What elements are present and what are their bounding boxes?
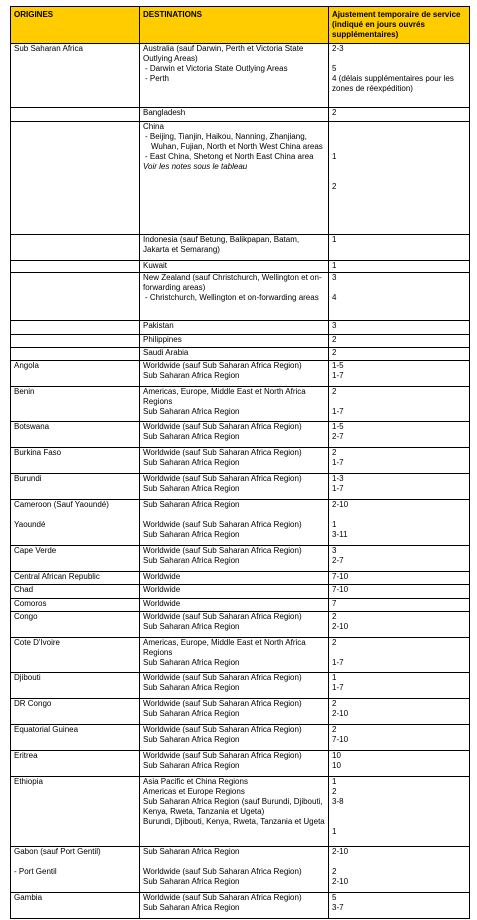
- table-row: [11, 361, 470, 387]
- header-origin: ORIGINES: [11, 7, 140, 44]
- table-row: [11, 321, 470, 335]
- days-line: 2-10: [332, 877, 349, 886]
- origin-line: [14, 235, 136, 245]
- adjustment-cell: [329, 777, 470, 847]
- origin-line: Djibouti: [14, 673, 41, 682]
- dest-line: Saudi Arabia: [143, 348, 189, 357]
- dest-line: Sub Saharan Africa Region: [143, 556, 240, 565]
- destination-cell: [140, 673, 329, 699]
- days-line: 7-10: [332, 572, 349, 581]
- origin-cell: [11, 612, 140, 638]
- origin-line: [14, 335, 136, 345]
- dest-line: Worldwide (sauf Sub Saharan Africa Region): [143, 520, 302, 529]
- days-line: 2: [332, 335, 337, 344]
- table-row: [11, 847, 470, 893]
- dest-line: Worldwide (sauf Sub Saharan Africa Region): [143, 474, 302, 483]
- dest-line: Sub Saharan Africa Region: [143, 530, 240, 539]
- origin-line: Yaoundé: [14, 520, 46, 529]
- origin-cell: [11, 500, 140, 546]
- dest-line: - East China, Shetong et North East China area: [145, 152, 314, 161]
- dest-line: Sub Saharan Africa Region: [143, 407, 240, 416]
- dest-line: Worldwide (sauf Sub Saharan Africa Region): [143, 867, 302, 876]
- days-line: 3-11: [332, 530, 348, 539]
- days-line: 2: [332, 448, 337, 457]
- origin-line: Botswana: [14, 422, 50, 431]
- days-line: 3: [332, 273, 337, 282]
- origin-cell: [11, 599, 140, 612]
- days-line: 2: [332, 725, 337, 734]
- dest-line: New Zealand (sauf Christchurch, Wellington et on-forwarding areas): [143, 273, 322, 292]
- adjustment-cell: [329, 348, 470, 361]
- days-line: 1-7: [332, 458, 344, 467]
- origin-cell: [11, 422, 140, 448]
- origin-cell: [11, 638, 140, 673]
- origin-cell: [11, 751, 140, 777]
- adjustment-cell: [329, 108, 470, 122]
- days-line: 4 (délais supplémentaires pour les zones de réexpédition): [332, 74, 454, 93]
- adjustment-cell: [329, 751, 470, 777]
- dest-line: Sub Saharan Africa Region: [143, 735, 240, 744]
- destination-cell: [140, 500, 329, 546]
- dest-line: - Perth: [145, 74, 170, 83]
- table-row: [11, 235, 470, 261]
- table-row: [11, 261, 470, 273]
- destination-cell: [140, 585, 329, 599]
- days-line: 7-10: [332, 735, 349, 744]
- rates-table-wrapper: [10, 6, 469, 919]
- table-row: [11, 585, 470, 599]
- days-line: [332, 397, 466, 407]
- adjustment-cell: [329, 893, 470, 919]
- adjustment-cell: [329, 235, 470, 261]
- dest-line: Worldwide (sauf Sub Saharan Africa Region): [143, 546, 302, 555]
- table-row: [11, 422, 470, 448]
- days-line: 2-10: [332, 709, 349, 718]
- table-row: [11, 448, 470, 474]
- destination-cell: [140, 638, 329, 673]
- adjustment-cell: [329, 599, 470, 612]
- origin-line: [14, 348, 136, 358]
- table-row: [11, 546, 470, 572]
- dest-line: Americas, Europe, Middle East et North Africa Regions: [143, 638, 306, 657]
- days-line: 2-10: [332, 500, 349, 509]
- table-row: [11, 572, 470, 585]
- days-line: [332, 162, 466, 172]
- days-line: 1-5: [332, 422, 344, 431]
- destination-cell: [140, 122, 329, 235]
- table-row: [11, 387, 470, 422]
- days-line: 3-8: [332, 797, 344, 806]
- table-row: [11, 612, 470, 638]
- table-row: [11, 44, 470, 108]
- origin-line: - Port Gentil: [14, 867, 57, 876]
- origin-line: Ethiopia: [14, 777, 43, 786]
- dest-line: Sub Saharan Africa Region: [143, 371, 240, 380]
- adjustment-cell: [329, 585, 470, 599]
- days-line: 3: [332, 321, 337, 330]
- origin-cell: [11, 474, 140, 500]
- adjustment-cell: [329, 361, 470, 387]
- origin-cell: [11, 387, 140, 422]
- destination-cell: [140, 474, 329, 500]
- dest-line: Asia Pacific et China Regions: [143, 777, 248, 786]
- dest-line: Bangladesh: [143, 108, 186, 117]
- origin-cell: [11, 725, 140, 751]
- origin-cell: [11, 448, 140, 474]
- dest-line: Indonesia (sauf Betung, Balikpapan, Batam, Jakarta et Semarang): [143, 235, 300, 254]
- dest-line: Pakistan: [143, 321, 174, 330]
- origin-cell: [11, 321, 140, 335]
- dest-line: Kuwait: [143, 261, 168, 270]
- origin-line: Cape Verde: [14, 546, 57, 555]
- days-line: [332, 132, 466, 142]
- destination-cell: [140, 387, 329, 422]
- table-row: [11, 348, 470, 361]
- table-row: [11, 777, 470, 847]
- destination-cell: [140, 751, 329, 777]
- origin-line: Cameroon (Sauf Yaoundé): [14, 500, 109, 509]
- destination-cell: [140, 847, 329, 893]
- origin-cell: [11, 122, 140, 235]
- days-line: [332, 817, 466, 827]
- adjustment-cell: [329, 546, 470, 572]
- dest-line: Worldwide (sauf Sub Saharan Africa Region): [143, 422, 302, 431]
- days-line: 2-7: [332, 432, 344, 441]
- table-row: [11, 673, 470, 699]
- origin-cell: [11, 261, 140, 273]
- days-line: 1: [332, 152, 337, 161]
- origin-line: Burkina Faso: [14, 448, 62, 457]
- adjustment-cell: [329, 448, 470, 474]
- adjustment-cell: [329, 44, 470, 108]
- dest-line: [143, 510, 325, 520]
- dest-line: Sub Saharan Africa Region: [143, 903, 240, 912]
- dest-line: Australia (sauf Darwin, Perth et Victoria State Outlying Areas): [143, 44, 304, 63]
- dest-line: Sub Saharan Africa Region: [143, 847, 240, 856]
- dest-line: - Christchurch, Wellington et on-forwarding areas: [145, 293, 319, 302]
- origin-line: [14, 108, 136, 118]
- days-line: 5: [332, 893, 337, 902]
- destination-cell: [140, 893, 329, 919]
- origin-line: Burundi: [14, 474, 42, 483]
- origin-line: Equatorial Guinea: [14, 725, 79, 734]
- destination-cell: [140, 273, 329, 321]
- destination-cell: [140, 599, 329, 612]
- origin-line: [14, 261, 136, 271]
- days-line: 2-7: [332, 556, 344, 565]
- adjustment-cell: [329, 572, 470, 585]
- destination-cell: [140, 235, 329, 261]
- adjustment-cell: [329, 422, 470, 448]
- destination-cell: [140, 422, 329, 448]
- days-line: 1-7: [332, 658, 344, 667]
- origin-line: Congo: [14, 612, 38, 621]
- destination-cell: [140, 335, 329, 348]
- dest-line: Sub Saharan Africa Region: [143, 622, 240, 631]
- days-line: 2: [332, 867, 337, 876]
- table-row: [11, 273, 470, 321]
- dest-line: Sub Saharan Africa Region: [143, 877, 240, 886]
- origin-line: [14, 122, 136, 132]
- days-line: [332, 54, 466, 64]
- header-destination: DESTINATIONS: [140, 7, 329, 44]
- destination-cell: [140, 348, 329, 361]
- adjustment-cell: [329, 847, 470, 893]
- dest-line: Worldwide: [143, 572, 181, 581]
- days-line: 2: [332, 612, 337, 621]
- dest-line: Sub Saharan Africa Region: [143, 484, 240, 493]
- days-line: 1: [332, 520, 337, 529]
- dest-line: Americas, Europe, Middle East et North Africa Regions: [143, 387, 306, 406]
- origin-line: Chad: [14, 585, 34, 594]
- table-row: [11, 725, 470, 751]
- origin-cell: [11, 235, 140, 261]
- days-line: 7-10: [332, 585, 349, 594]
- destination-cell: [140, 321, 329, 335]
- destination-cell: [140, 725, 329, 751]
- adjustment-cell: [329, 612, 470, 638]
- days-line: 1-5: [332, 361, 344, 370]
- days-line: 2-10: [332, 847, 349, 856]
- days-line: 1: [332, 673, 337, 682]
- destination-cell: [140, 361, 329, 387]
- adjustment-cell: [329, 699, 470, 725]
- adjustment-cell: [329, 725, 470, 751]
- origin-line: Eritrea: [14, 751, 38, 760]
- table-row: [11, 335, 470, 348]
- origin-line: [14, 321, 136, 331]
- days-line: 2-3: [332, 44, 344, 53]
- adjustment-cell: [329, 673, 470, 699]
- days-line: 10: [332, 751, 341, 760]
- origin-line: Angola: [14, 361, 39, 370]
- days-line: 2: [332, 348, 337, 357]
- dest-line: Worldwide (sauf Sub Saharan Africa Region): [143, 448, 302, 457]
- adjustment-cell: [329, 321, 470, 335]
- dest-line: Worldwide (sauf Sub Saharan Africa Region): [143, 751, 302, 760]
- origin-line: Comoros: [14, 599, 47, 608]
- dest-line: Worldwide: [143, 599, 181, 608]
- dest-line: Worldwide (sauf Sub Saharan Africa Region): [143, 699, 302, 708]
- origin-cell: [11, 572, 140, 585]
- days-line: 1-7: [332, 484, 344, 493]
- dest-line: Worldwide (sauf Sub Saharan Africa Region): [143, 361, 302, 370]
- destination-cell: [140, 612, 329, 638]
- dest-line: - Beijing, Tianjin, Haikou, Nanning, Zhanjiang, Wuhan, Fujian, North et North West China areas: [145, 132, 323, 151]
- origin-line: Central African Republic: [14, 572, 100, 581]
- destination-cell: [140, 44, 329, 108]
- table-row: [11, 699, 470, 725]
- days-line: 5: [332, 64, 337, 73]
- header-adjustment: Ajustement temporaire de service (indiqué en jours ouvrés supplémentaires): [329, 7, 470, 44]
- service-adjustment-table: [10, 6, 470, 919]
- table-body: [11, 44, 470, 919]
- days-line: 2: [332, 787, 337, 796]
- dest-line: Worldwide (sauf Sub Saharan Africa Region): [143, 673, 302, 682]
- adjustment-cell: [329, 638, 470, 673]
- table-row: [11, 474, 470, 500]
- dest-line: Worldwide (sauf Sub Saharan Africa Region): [143, 893, 302, 902]
- days-line: 1-7: [332, 371, 344, 380]
- dest-line: Philippines: [143, 335, 182, 344]
- origin-line: Gabon (sauf Port Gentil): [14, 847, 101, 856]
- adjustment-cell: [329, 474, 470, 500]
- adjustment-cell: [329, 500, 470, 546]
- days-line: [332, 283, 466, 293]
- days-line: [332, 648, 466, 658]
- table-row: [11, 751, 470, 777]
- dest-line: - Darwin et Victoria State Outlying Areas: [145, 64, 288, 73]
- origin-line: [14, 510, 136, 520]
- dest-line: Worldwide: [143, 585, 181, 594]
- adjustment-cell: [329, 261, 470, 273]
- days-line: 1: [332, 261, 337, 270]
- days-line: [332, 510, 466, 520]
- adjustment-cell: [329, 335, 470, 348]
- dest-line: Worldwide (sauf Sub Saharan Africa Region): [143, 725, 302, 734]
- origin-cell: [11, 847, 140, 893]
- table-row: [11, 122, 470, 235]
- days-line: 2-10: [332, 622, 349, 631]
- table-row: [11, 638, 470, 673]
- destination-cell: [140, 572, 329, 585]
- dest-line: Americas et Europe Regions: [143, 787, 245, 796]
- origin-cell: [11, 699, 140, 725]
- days-line: 1: [332, 777, 337, 786]
- origin-cell: [11, 273, 140, 321]
- origin-cell: [11, 673, 140, 699]
- origin-line: Sub Saharan Africa: [14, 44, 83, 53]
- dest-line: Sub Saharan Africa Region: [143, 658, 240, 667]
- dest-line: China: [143, 122, 164, 131]
- origin-line: DR Congo: [14, 699, 52, 708]
- days-line: [332, 857, 466, 867]
- days-line: 2: [332, 638, 337, 647]
- days-line: 2: [332, 108, 337, 117]
- dest-line: Sub Saharan Africa Region: [143, 500, 240, 509]
- destination-cell: [140, 448, 329, 474]
- adjustment-cell: [329, 122, 470, 235]
- dest-line: Voir les notes sous le tableau: [143, 162, 248, 171]
- days-line: [332, 142, 466, 152]
- days-line: 2: [332, 387, 337, 396]
- origin-line: [14, 857, 136, 867]
- destination-cell: [140, 777, 329, 847]
- days-line: 1: [332, 235, 337, 244]
- adjustment-cell: [329, 387, 470, 422]
- days-line: [332, 807, 466, 817]
- origin-cell: [11, 893, 140, 919]
- dest-line: Sub Saharan Africa Region: [143, 761, 240, 770]
- table-row: [11, 108, 470, 122]
- table-header-row: [11, 7, 470, 44]
- dest-line: Worldwide (sauf Sub Saharan Africa Region): [143, 612, 302, 621]
- table-row: [11, 893, 470, 919]
- origin-cell: [11, 361, 140, 387]
- origin-cell: [11, 44, 140, 108]
- origin-cell: [11, 777, 140, 847]
- origin-cell: [11, 348, 140, 361]
- dest-line: Burundi, Djibouti, Kenya, Rweta, Tanzania et Ugeta: [143, 817, 325, 826]
- days-line: 3-7: [332, 903, 344, 912]
- table-row: [11, 500, 470, 546]
- adjustment-cell: [329, 273, 470, 321]
- dest-line: Sub Saharan Africa Region: [143, 683, 240, 692]
- origin-line: [14, 273, 136, 283]
- destination-cell: [140, 108, 329, 122]
- dest-line: Sub Saharan Africa Region: [143, 458, 240, 467]
- days-line: [332, 172, 466, 182]
- days-line: 7: [332, 599, 337, 608]
- days-line: 1-3: [332, 474, 344, 483]
- days-line: 2: [332, 182, 337, 191]
- days-line: 1: [332, 827, 337, 836]
- table-row: [11, 599, 470, 612]
- origin-line: Gambia: [14, 893, 43, 902]
- dest-line: Sub Saharan Africa Region: [143, 432, 240, 441]
- days-line: [332, 122, 466, 132]
- origin-cell: [11, 546, 140, 572]
- destination-cell: [140, 261, 329, 273]
- origin-cell: [11, 335, 140, 348]
- days-line: 3: [332, 546, 337, 555]
- destination-cell: [140, 546, 329, 572]
- days-line: 4: [332, 293, 337, 302]
- dest-line: Sub Saharan Africa Region (sauf Burundi, Djibouti, Kenya, Rweta, Tanzania et Ugeta): [143, 797, 323, 816]
- origin-cell: [11, 585, 140, 599]
- origin-cell: [11, 108, 140, 122]
- days-line: 1-7: [332, 407, 344, 416]
- destination-cell: [140, 699, 329, 725]
- days-line: 1-7: [332, 683, 344, 692]
- days-line: 10: [332, 761, 341, 770]
- origin-line: Benin: [14, 387, 35, 396]
- origin-line: Cote D'Ivoire: [14, 638, 60, 647]
- dest-line: Sub Saharan Africa Region: [143, 709, 240, 718]
- days-line: 2: [332, 699, 337, 708]
- dest-line: [143, 857, 325, 867]
